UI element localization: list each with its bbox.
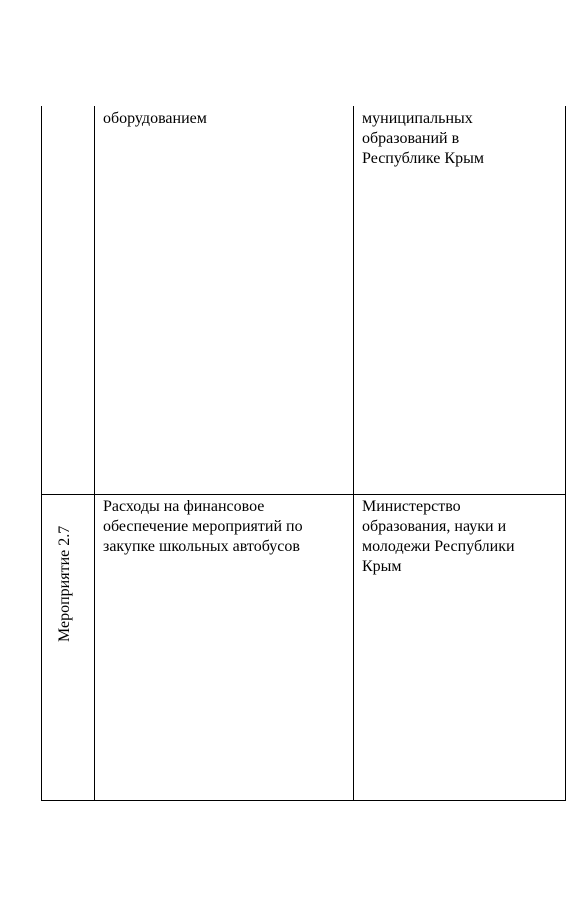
table-border-left: [41, 106, 42, 801]
table-cell-description: оборудованием: [103, 110, 207, 127]
table-cell-label-rotated: Мероприятие 2.7: [56, 525, 73, 642]
table-border-bottom: [41, 800, 566, 801]
table-cell-responsible: муниципальных образований в Республике Крым: [362, 110, 484, 167]
table-column-divider-1: [94, 106, 95, 801]
table-column-divider-2: [353, 106, 354, 801]
table-row-divider: [41, 494, 566, 495]
table-cell-responsible: Министерство образования, науки и молодежи Республики Крым: [362, 498, 515, 575]
table-cell-description: Расходы на финансовое обеспечение мероприятий по закупке школьных автобусов: [103, 498, 303, 555]
